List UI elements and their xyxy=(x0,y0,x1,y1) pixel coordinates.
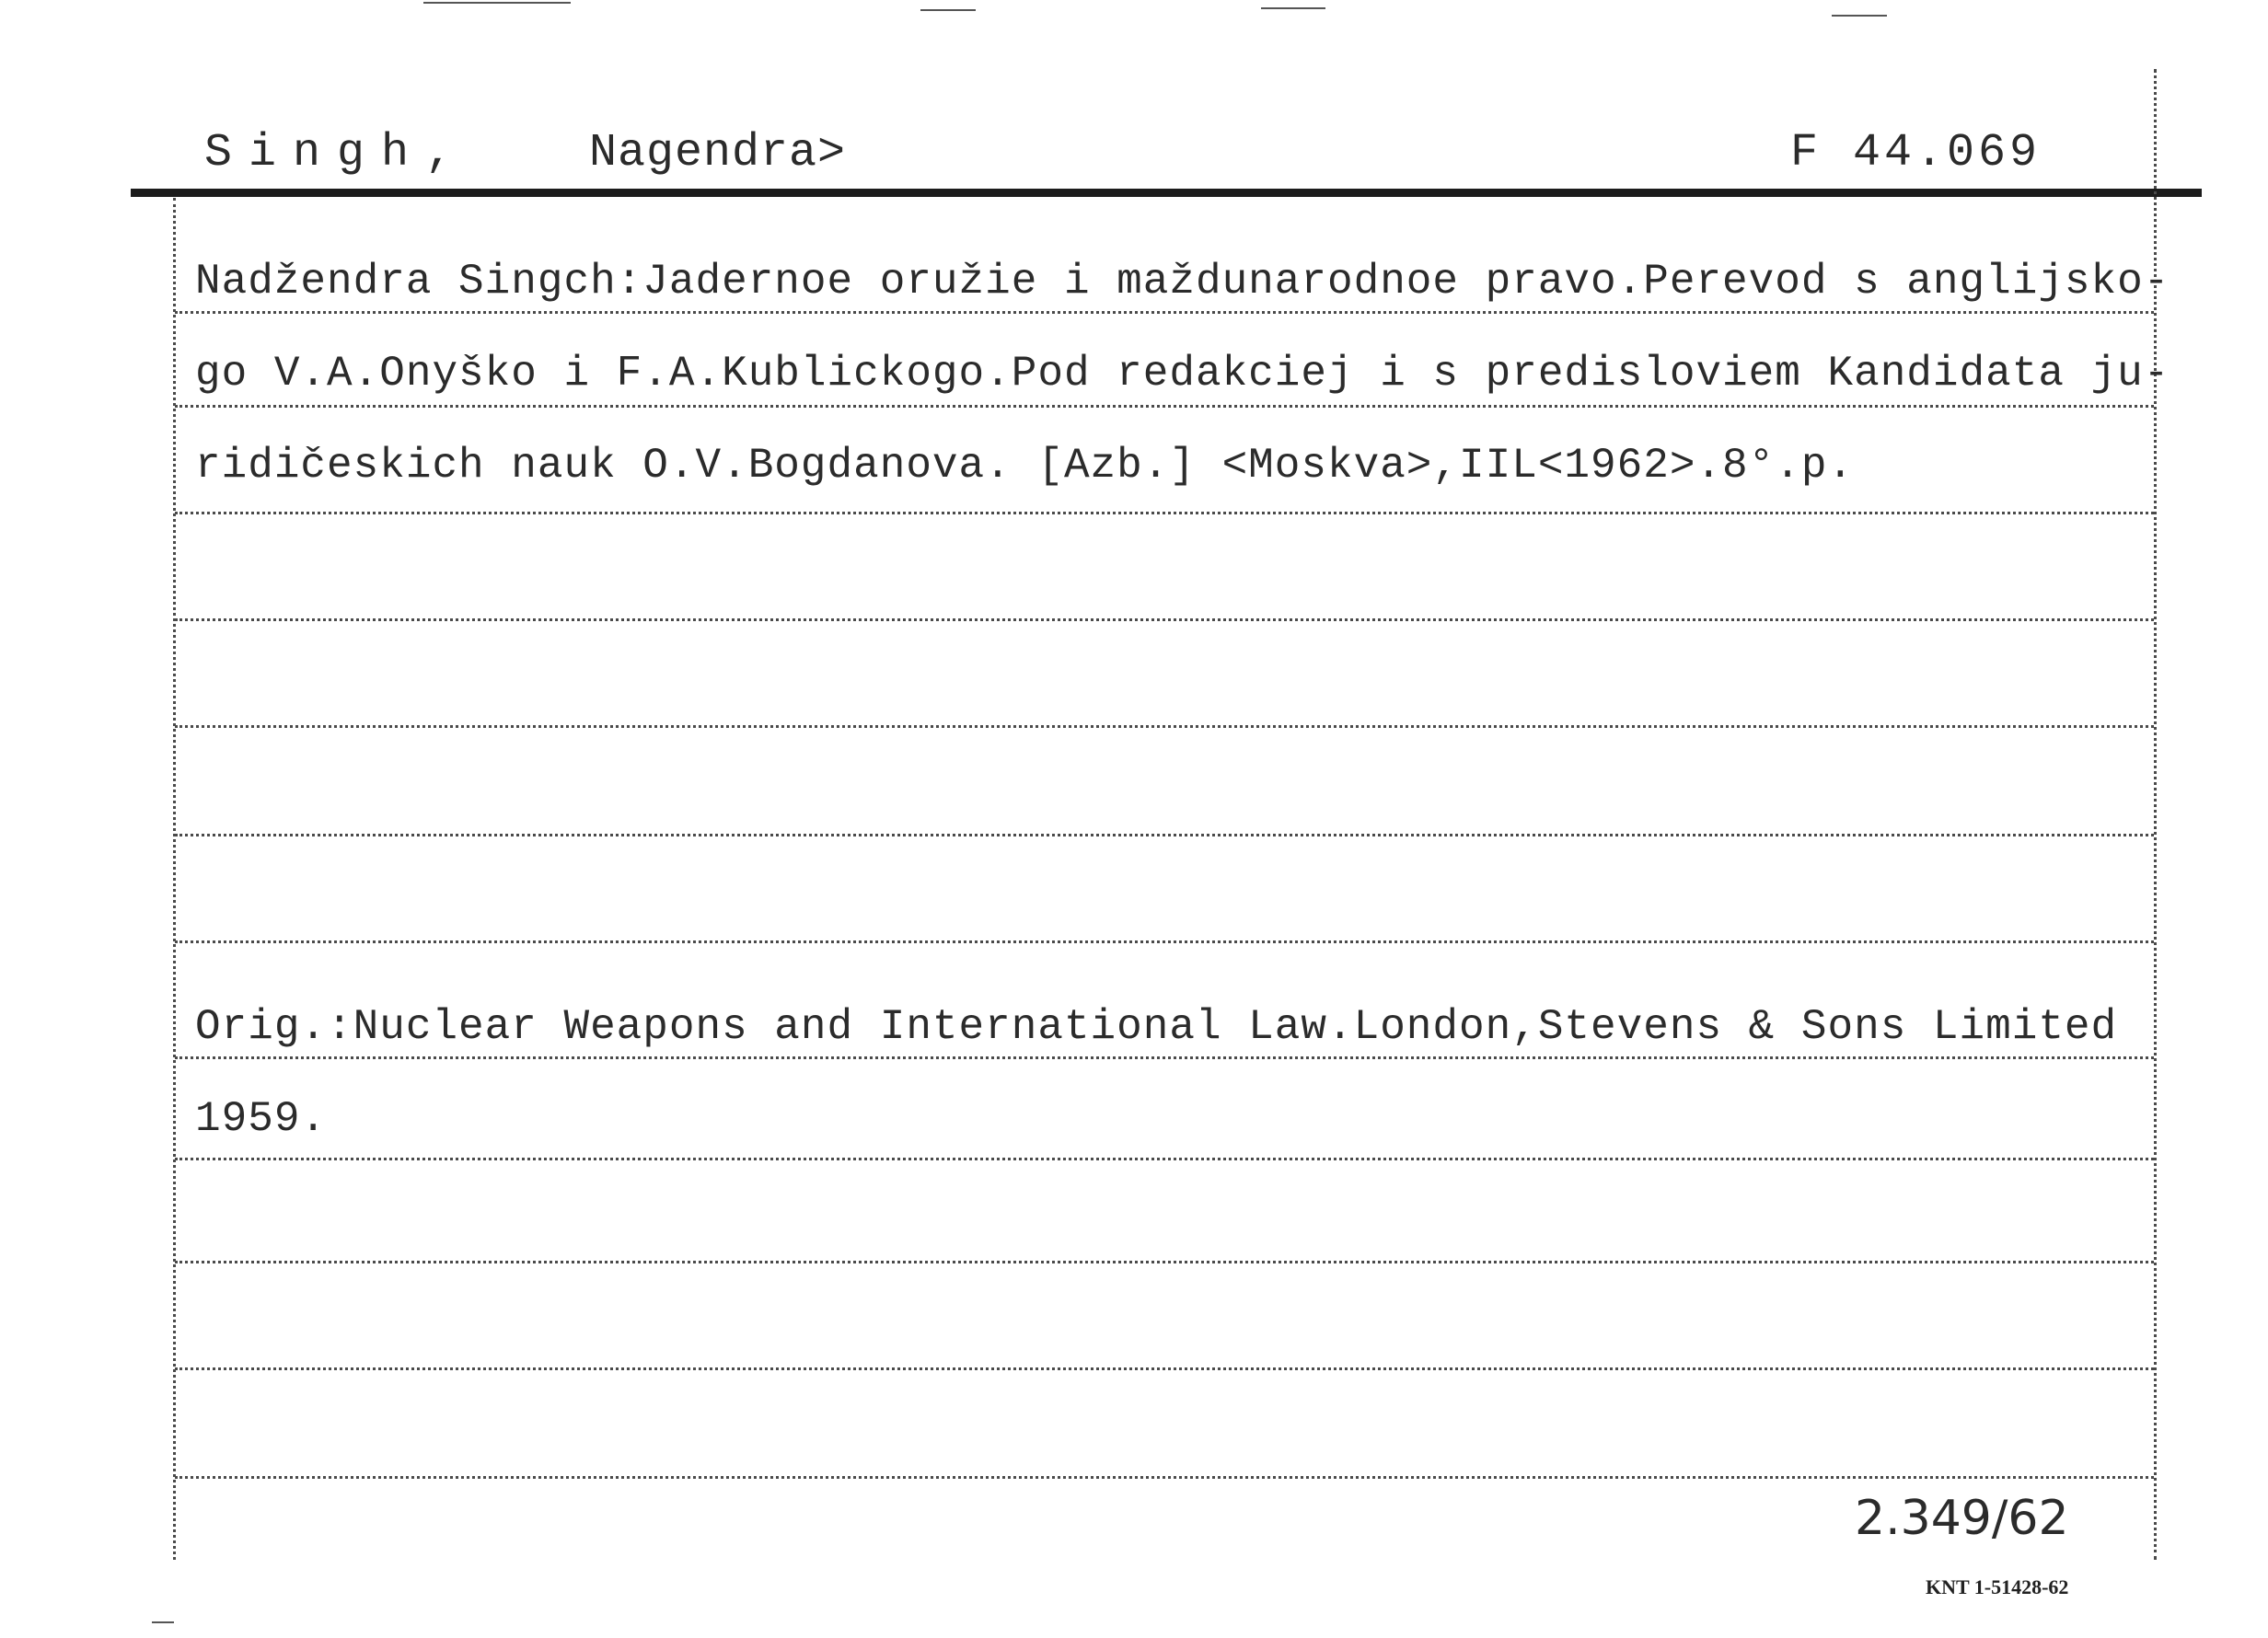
left-margin-line xyxy=(173,198,176,1560)
print-code: KNT 1-51428-62 xyxy=(1926,1575,2069,1598)
ruled-line xyxy=(175,618,2154,621)
ruled-line xyxy=(175,311,2154,314)
ruled-line xyxy=(175,1056,2154,1059)
author-surname: Singh, xyxy=(204,127,470,179)
ruled-line xyxy=(175,940,2154,943)
ruled-line xyxy=(175,834,2154,836)
original-line-1: Orig.:Nuclear Weapons and International Law.London,Stevens & Sons Limited xyxy=(195,1003,2118,1051)
body-line-3: ridičeskich nauk O.V.Bogdanova. [Azb.] <Moskva>,IIL<1962>.8°.p. xyxy=(195,442,1855,490)
call-number: F 44.069 xyxy=(1790,127,2042,179)
body-line-2: go V.A.Onyško i F.A.Kublickogo.Pod redakciej i s predisloviem Kandidata ju- xyxy=(195,350,2170,398)
body-line-1: Nadžendra Singch:Jadernoe oružie i maždunarodnoe pravo.Perevod s anglijsko- xyxy=(195,258,2170,306)
scan-mark xyxy=(1832,15,1887,17)
scan-mark xyxy=(152,1621,174,1623)
header-rule xyxy=(131,189,2202,197)
accession-number: 2.349/62 xyxy=(1855,1491,2069,1546)
ruled-line xyxy=(175,725,2154,728)
scan-mark xyxy=(423,2,571,4)
ruled-line xyxy=(175,1367,2154,1370)
ruled-line xyxy=(175,1261,2154,1263)
ruled-line xyxy=(175,512,2154,514)
ruled-line xyxy=(175,1476,2154,1479)
author-given-name: Nagendra> xyxy=(589,127,847,179)
ruled-line xyxy=(175,1158,2154,1160)
scan-mark xyxy=(1261,7,1325,9)
ruled-line xyxy=(175,405,2154,408)
scan-mark xyxy=(920,9,976,11)
original-line-2: 1959. xyxy=(195,1095,328,1143)
